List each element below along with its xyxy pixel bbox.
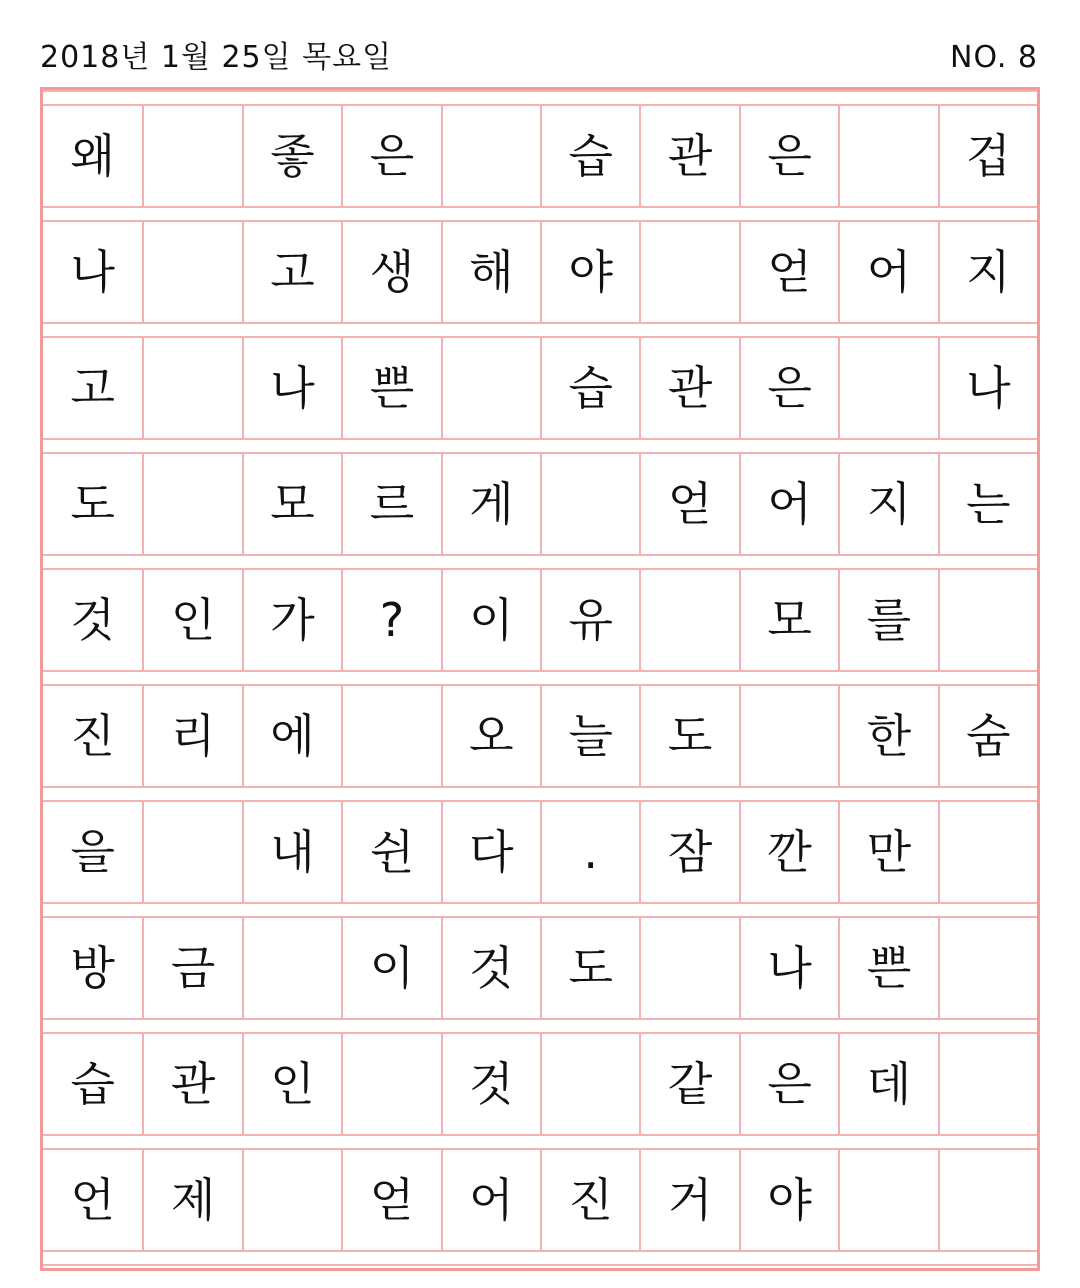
grid-cell: 르 xyxy=(341,454,440,554)
grid-cell: 도 xyxy=(70,477,115,531)
row-separator xyxy=(43,90,1037,106)
grid-cell xyxy=(441,106,540,206)
grid-cell: 습 xyxy=(540,106,639,206)
grid-cell: 모 xyxy=(242,454,341,554)
grid-cell xyxy=(938,570,1037,670)
grid-cell: 데 xyxy=(838,1034,937,1134)
grid-cell: 진 xyxy=(70,709,115,763)
grid-cell: 해 xyxy=(441,222,540,322)
grid-cell: 은 xyxy=(739,338,838,438)
grid-cell: 제 xyxy=(142,1150,241,1250)
manuscript-row xyxy=(43,570,1037,670)
grid-cell: 게 xyxy=(441,454,540,554)
grid-cell: 야 xyxy=(540,222,639,322)
grid-cell xyxy=(938,1034,1037,1134)
grid-cell xyxy=(938,1150,1037,1250)
grid-cell xyxy=(938,802,1037,902)
grid-cell: 습 xyxy=(540,338,639,438)
grid-cell xyxy=(242,918,341,1018)
grid-cell: 것 xyxy=(441,1034,540,1134)
grid-cell: 관 xyxy=(142,1034,241,1134)
grid-cell: 리 xyxy=(142,686,241,786)
grid-cell: 거 xyxy=(639,1150,738,1250)
grid-cell xyxy=(142,106,241,206)
grid-cell: 나 xyxy=(938,338,1037,438)
grid-cell: 이 xyxy=(341,918,440,1018)
row-separator xyxy=(43,1018,1037,1034)
grid-cell: 금 xyxy=(142,918,241,1018)
manuscript-row xyxy=(43,686,1037,786)
grid-cell: 관 xyxy=(639,338,738,438)
grid-cell: 잠 xyxy=(639,802,738,902)
manuscript-row xyxy=(43,802,1037,902)
grid-cell: 고 xyxy=(242,222,341,322)
grid-cell: 습 xyxy=(70,1057,115,1111)
row-separator xyxy=(43,786,1037,802)
grid-cell: 관 xyxy=(639,106,738,206)
grid-cell: . xyxy=(540,802,639,902)
manuscript-sheet xyxy=(40,87,1040,1271)
grid-cell: ? xyxy=(341,570,440,670)
grid-cell: 쉰 xyxy=(341,802,440,902)
row-separator xyxy=(43,670,1037,686)
grid-cell: 야 xyxy=(739,1150,838,1250)
grid-cell: 도 xyxy=(540,918,639,1018)
grid-cell: 늘 xyxy=(540,686,639,786)
grid-cell: 오 xyxy=(441,686,540,786)
grid-cell xyxy=(540,1034,639,1134)
grid-cell xyxy=(739,686,838,786)
grid-cell: 나 xyxy=(242,338,341,438)
grid-cell: 것 xyxy=(441,918,540,1018)
grid-cell: 만 xyxy=(838,802,937,902)
grid-cell xyxy=(938,918,1037,1018)
grid-cell: 방 xyxy=(70,941,115,995)
row-separator xyxy=(43,554,1037,570)
grid-cell: 숨 xyxy=(938,686,1037,786)
grid-cell: 다 xyxy=(441,802,540,902)
manuscript-row xyxy=(43,1150,1037,1250)
grid-cell: 쁜 xyxy=(838,918,937,1018)
grid-cell: 가 xyxy=(242,570,341,670)
grid-cell xyxy=(142,802,241,902)
row-separator xyxy=(43,322,1037,338)
grid-cell: 나 xyxy=(70,245,115,299)
grid-cell: 얻 xyxy=(739,222,838,322)
grid-cell: 얻 xyxy=(341,1150,440,1250)
grid-cell: 모 xyxy=(739,570,838,670)
grid-cell xyxy=(142,338,241,438)
manuscript-row xyxy=(43,1034,1037,1134)
row-separator xyxy=(43,1134,1037,1150)
grid-cell: 겁 xyxy=(938,106,1037,206)
grid-cell: 을 xyxy=(70,825,115,879)
grid-cell: 는 xyxy=(938,454,1037,554)
grid-cell: 진 xyxy=(540,1150,639,1250)
manuscript-row xyxy=(43,918,1037,1018)
grid-cell xyxy=(838,338,937,438)
grid-cell xyxy=(639,570,738,670)
grid-cell: 나 xyxy=(739,918,838,1018)
grid-cell: 에 xyxy=(242,686,341,786)
grid-cell: 인 xyxy=(142,570,241,670)
manuscript-row xyxy=(43,454,1037,554)
manuscript-row xyxy=(43,106,1037,206)
grid-cell xyxy=(639,918,738,1018)
grid-cell: 지 xyxy=(938,222,1037,322)
grid-cell: 어 xyxy=(739,454,838,554)
grid-cell: 언 xyxy=(70,1173,115,1227)
grid-cell xyxy=(341,1034,440,1134)
grid-cell xyxy=(441,338,540,438)
grid-cell: 인 xyxy=(242,1034,341,1134)
grid-cell: 은 xyxy=(739,1034,838,1134)
grid-cell: 깐 xyxy=(739,802,838,902)
row-separator xyxy=(43,206,1037,222)
grid-cell: 를 xyxy=(838,570,937,670)
grid-cell: 쁜 xyxy=(341,338,440,438)
grid-cell xyxy=(838,106,937,206)
row-separator xyxy=(43,1250,1037,1266)
page-number: NO. 8 xyxy=(950,40,1038,75)
grid-cell: 왜 xyxy=(70,129,115,183)
grid-cell: 유 xyxy=(540,570,639,670)
grid-cell xyxy=(142,222,241,322)
grid-cell xyxy=(142,454,241,554)
row-separator xyxy=(43,438,1037,454)
grid-cell: 같 xyxy=(639,1034,738,1134)
grid-cell: 어 xyxy=(838,222,937,322)
grid-cell xyxy=(639,222,738,322)
grid-cell: 은 xyxy=(739,106,838,206)
grid-cell: 도 xyxy=(639,686,738,786)
grid-cell: 지 xyxy=(838,454,937,554)
grid-cell: 내 xyxy=(242,802,341,902)
grid-cell xyxy=(838,1150,937,1250)
grid-cell: 것 xyxy=(70,593,115,647)
grid-cell xyxy=(341,686,440,786)
grid-cell: 고 xyxy=(70,361,115,415)
manuscript-row xyxy=(43,338,1037,438)
grid-cell: 얻 xyxy=(639,454,738,554)
grid-cell: 한 xyxy=(838,686,937,786)
manuscript-row xyxy=(43,222,1037,322)
grid-cell: 좋 xyxy=(242,106,341,206)
grid-cell: 은 xyxy=(341,106,440,206)
grid-cell: 이 xyxy=(441,570,540,670)
grid-cell: 생 xyxy=(341,222,440,322)
grid-cell xyxy=(242,1150,341,1250)
row-separator xyxy=(43,902,1037,918)
grid-cell xyxy=(540,454,639,554)
diary-date: 2018년 1월 25일 목요일 xyxy=(40,40,393,75)
grid-cell: 어 xyxy=(441,1150,540,1250)
